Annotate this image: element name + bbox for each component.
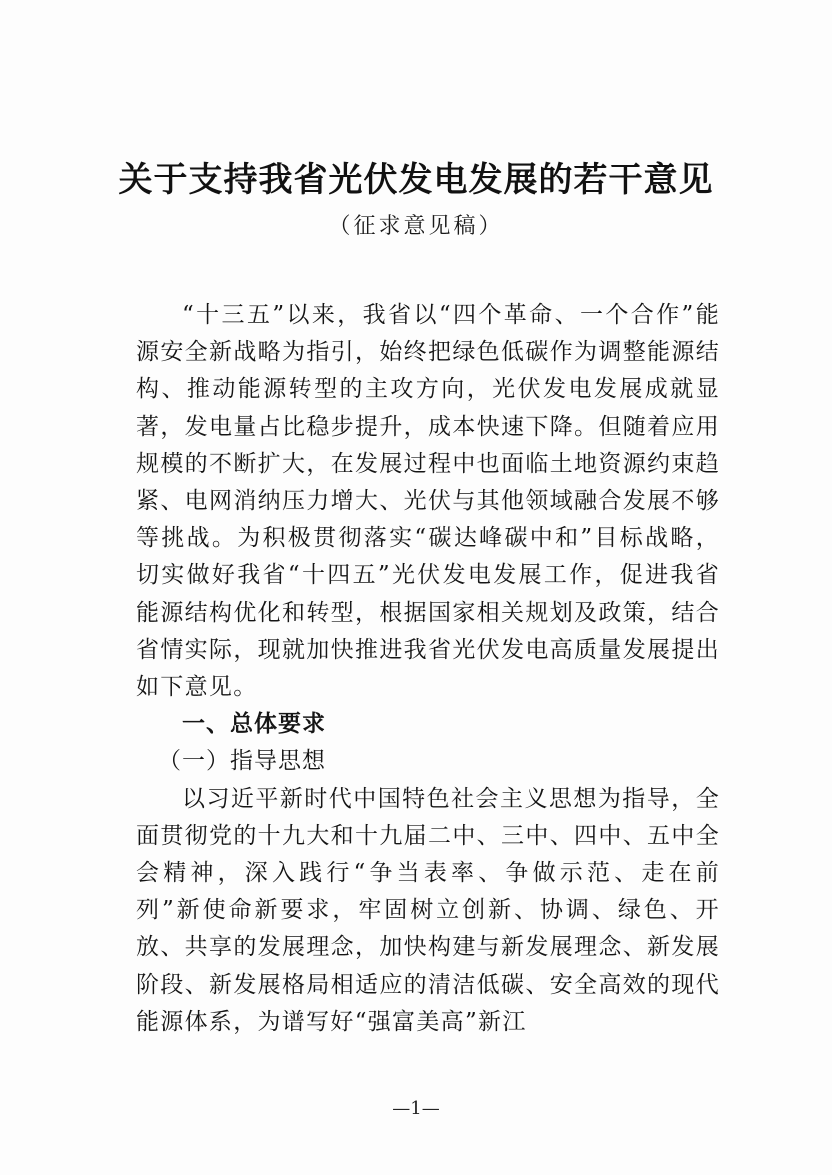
document-subtitle: （征求意见稿） [328, 214, 504, 239]
document-body [136, 297, 720, 1041]
subsection-heading: （一）指导思想 [158, 748, 326, 775]
guiding-paragraph: 以习近平新时代中国特色社会主义思想为指导，全面贯彻党的十九大和十九届二中、三中、四中、五中全会精神，深入践行“争当表率、争做示范、走在前列”新使命新要求，牢固树立创新、协调、绿色、开放、共享的发展理念，加快构建与新发展理念、新发展阶段、新发展格局相适应的清洁低碳、安全高效的现代能源体系，为谱写好“强富美高”新江 [136, 785, 720, 1035]
intro-paragraph: “十三五”以来，我省以“四个革命、一个合作”能源安全新战略为指引，始终把绿色低碳作为调整能源结构、推动能源转型的主攻方向，光伏发电发展成就显著，发电量占比稳步提升，成本快速下降。但随着应用规模的不断扩大，在发展过程中也面临土地资源约束趋紧、电网消纳压力增大、光伏与其他领域融合发展不够等挑战。为积极贯彻落实“碳达峰碳中和”目标战略，切实做好我省“十四五”光伏发电发展工作，促进我省能源结构优化和转型，根据国家相关规划及政策，结合省情实际，现就加快推进我省光伏发电高质量发展提出如下意见。 [136, 302, 720, 701]
section-heading: 一、总体要求 [182, 711, 326, 738]
page-number: —1— [392, 1098, 440, 1119]
document-title: 关于支持我省光伏发电发展的若干意见 [118, 160, 714, 200]
